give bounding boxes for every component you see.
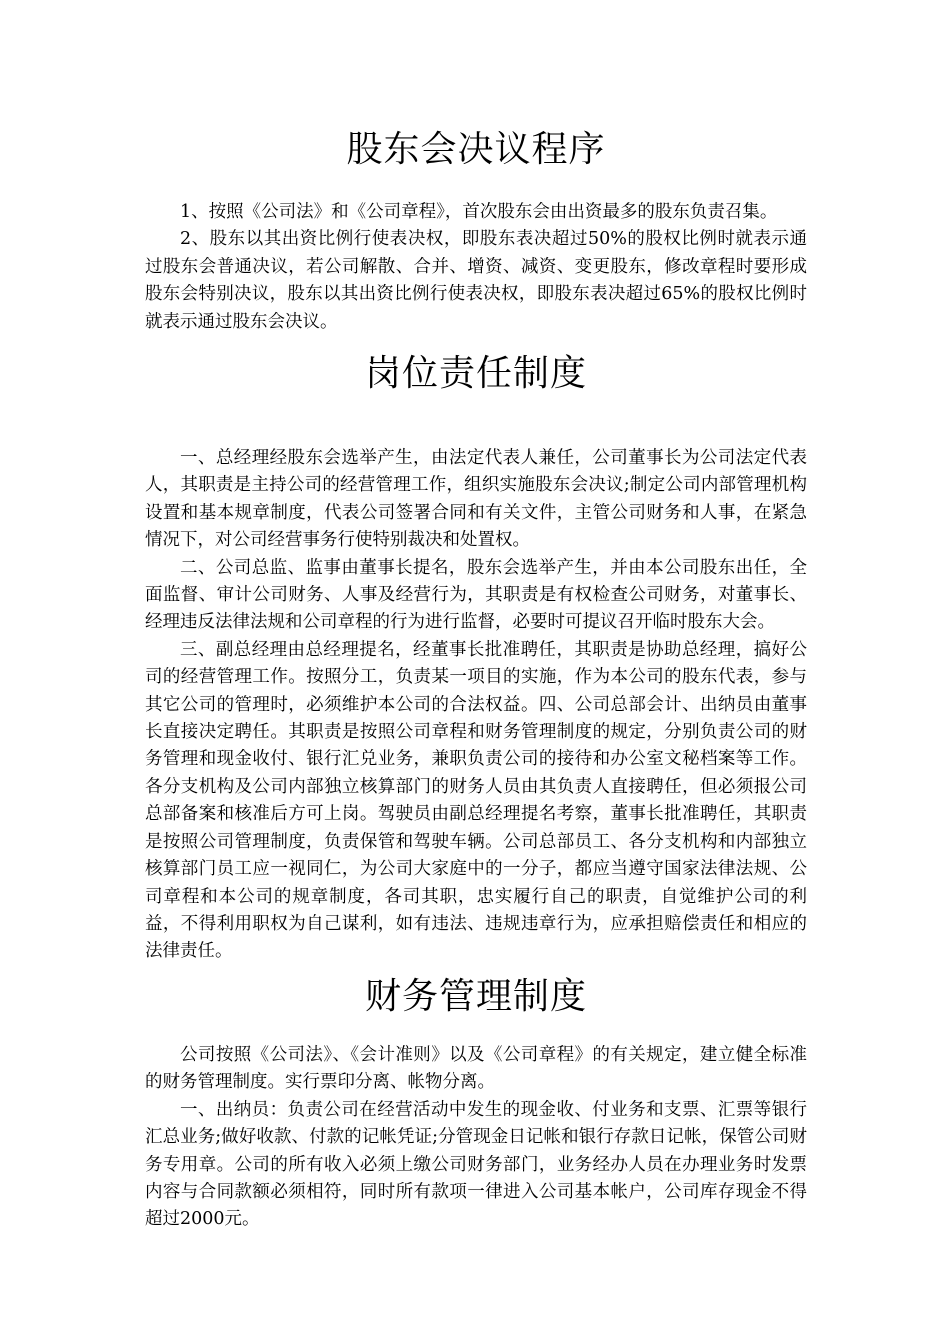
section-body-job-responsibility [145,445,807,966]
paragraph: 一、出纳员：负责公司在经营活动中发生的现金收、付业务和支票、汇票等银行汇总业务;做好收款、付款的记帐凭证;分管现金日记帐和银行存款日记帐，保管公司财务专用章。公司的所有收入必须上缴公司财务部门，业务经办人员在办理业务时发票内容与合同款额必须相符，同时所有款项一律进入公司基本帐户，公司库存现金不得超过2000元。 [145,1099,807,1230]
section-title-job-responsibility: 岗位责任制度 [364,353,587,394]
paragraph: 一、总经理经股东会选举产生，由法定代表人兼任，公司董事长为公司法定代表人，其职责是主持公司的经营管理工作，组织实施股东会决议;制定公司内部管理机构设置和基本规章制度，代表公司签署合同和有关文件，主管公司财务和人事，在紧急情况下，对公司经营事务行使特别裁决和处置权。 [145,448,807,551]
paragraph: 三、副总经理由总经理提名，经董事长批准聘任，其职责是协助总经理，搞好公司的经营管理工作。按照分工，负责某一项目的实施，作为本公司的股东代表，参与其它公司的管理时，必须维护本公司的合法权益。四、公司总部会计、出纳员由董事长直接决定聘任。其职责是按照公司章程和财务管理制度的规定，分别负责公司的财务管理和现金收付、银行汇兑业务，兼职负责公司的接待和办公室文秘档案等工作。各分支机构及公司内部独立核算部门的财务人员由其负责人直接聘任，但必须报公司总部备案和核准后方可上岗。驾驶员由副总经理提名考察，董事长批准聘任，其职责是按照公司管理制度，负责保管和驾驶车辆。公司总部员工、各分支机构和内部独立核算部门员工应一视同仁，为公司大家庭中的一分子，都应当遵守国家法律法规、公司章程和本公司的规章制度，各司其职，忠实履行自己的职责，自觉维护公司的利益，不得利用职权为自己谋利，如有违法、违规违章行为，应承担赔偿责任和相应的法律责任。 [145,639,807,962]
paragraph: 二、公司总监、监事由董事长提名，股东会选举产生，并由本公司股东出任，全面监督、审计公司财务、人事及经营行为，其职责是有权检查公司财务，对董事长、经理违反法律法规和公司章程的行为进行监督，必要时可提议召开临时股东大会。 [145,557,807,633]
section-title-financial-management: 财务管理制度 [364,976,587,1017]
paragraph: 2、股东以其出资比例行使表决权，即股东表决超过50%的股权比例时就表示通过股东会普通决议，若公司解散、合并、增资、减资、变更股东，修改章程时要形成股东会特别决议，股东以其出资比例行使表决权，即股东表决超过65%的股权比例时就表示通过股东会决议。 [145,229,807,332]
section-body-financial-management [145,1042,807,1234]
paragraph: 公司按照《公司法》、《会计准则》以及《公司章程》的有关规定，建立健全标准的财务管理制度。实行票印分离、帐物分离。 [145,1045,807,1093]
paragraph: 1、按照《公司法》和《公司章程》，首次股东会由出资最多的股东负责召集。 [180,202,778,222]
section-title-shareholder-resolution: 股东会决议程序 [346,129,606,170]
section-body-shareholder-resolution [145,199,807,336]
